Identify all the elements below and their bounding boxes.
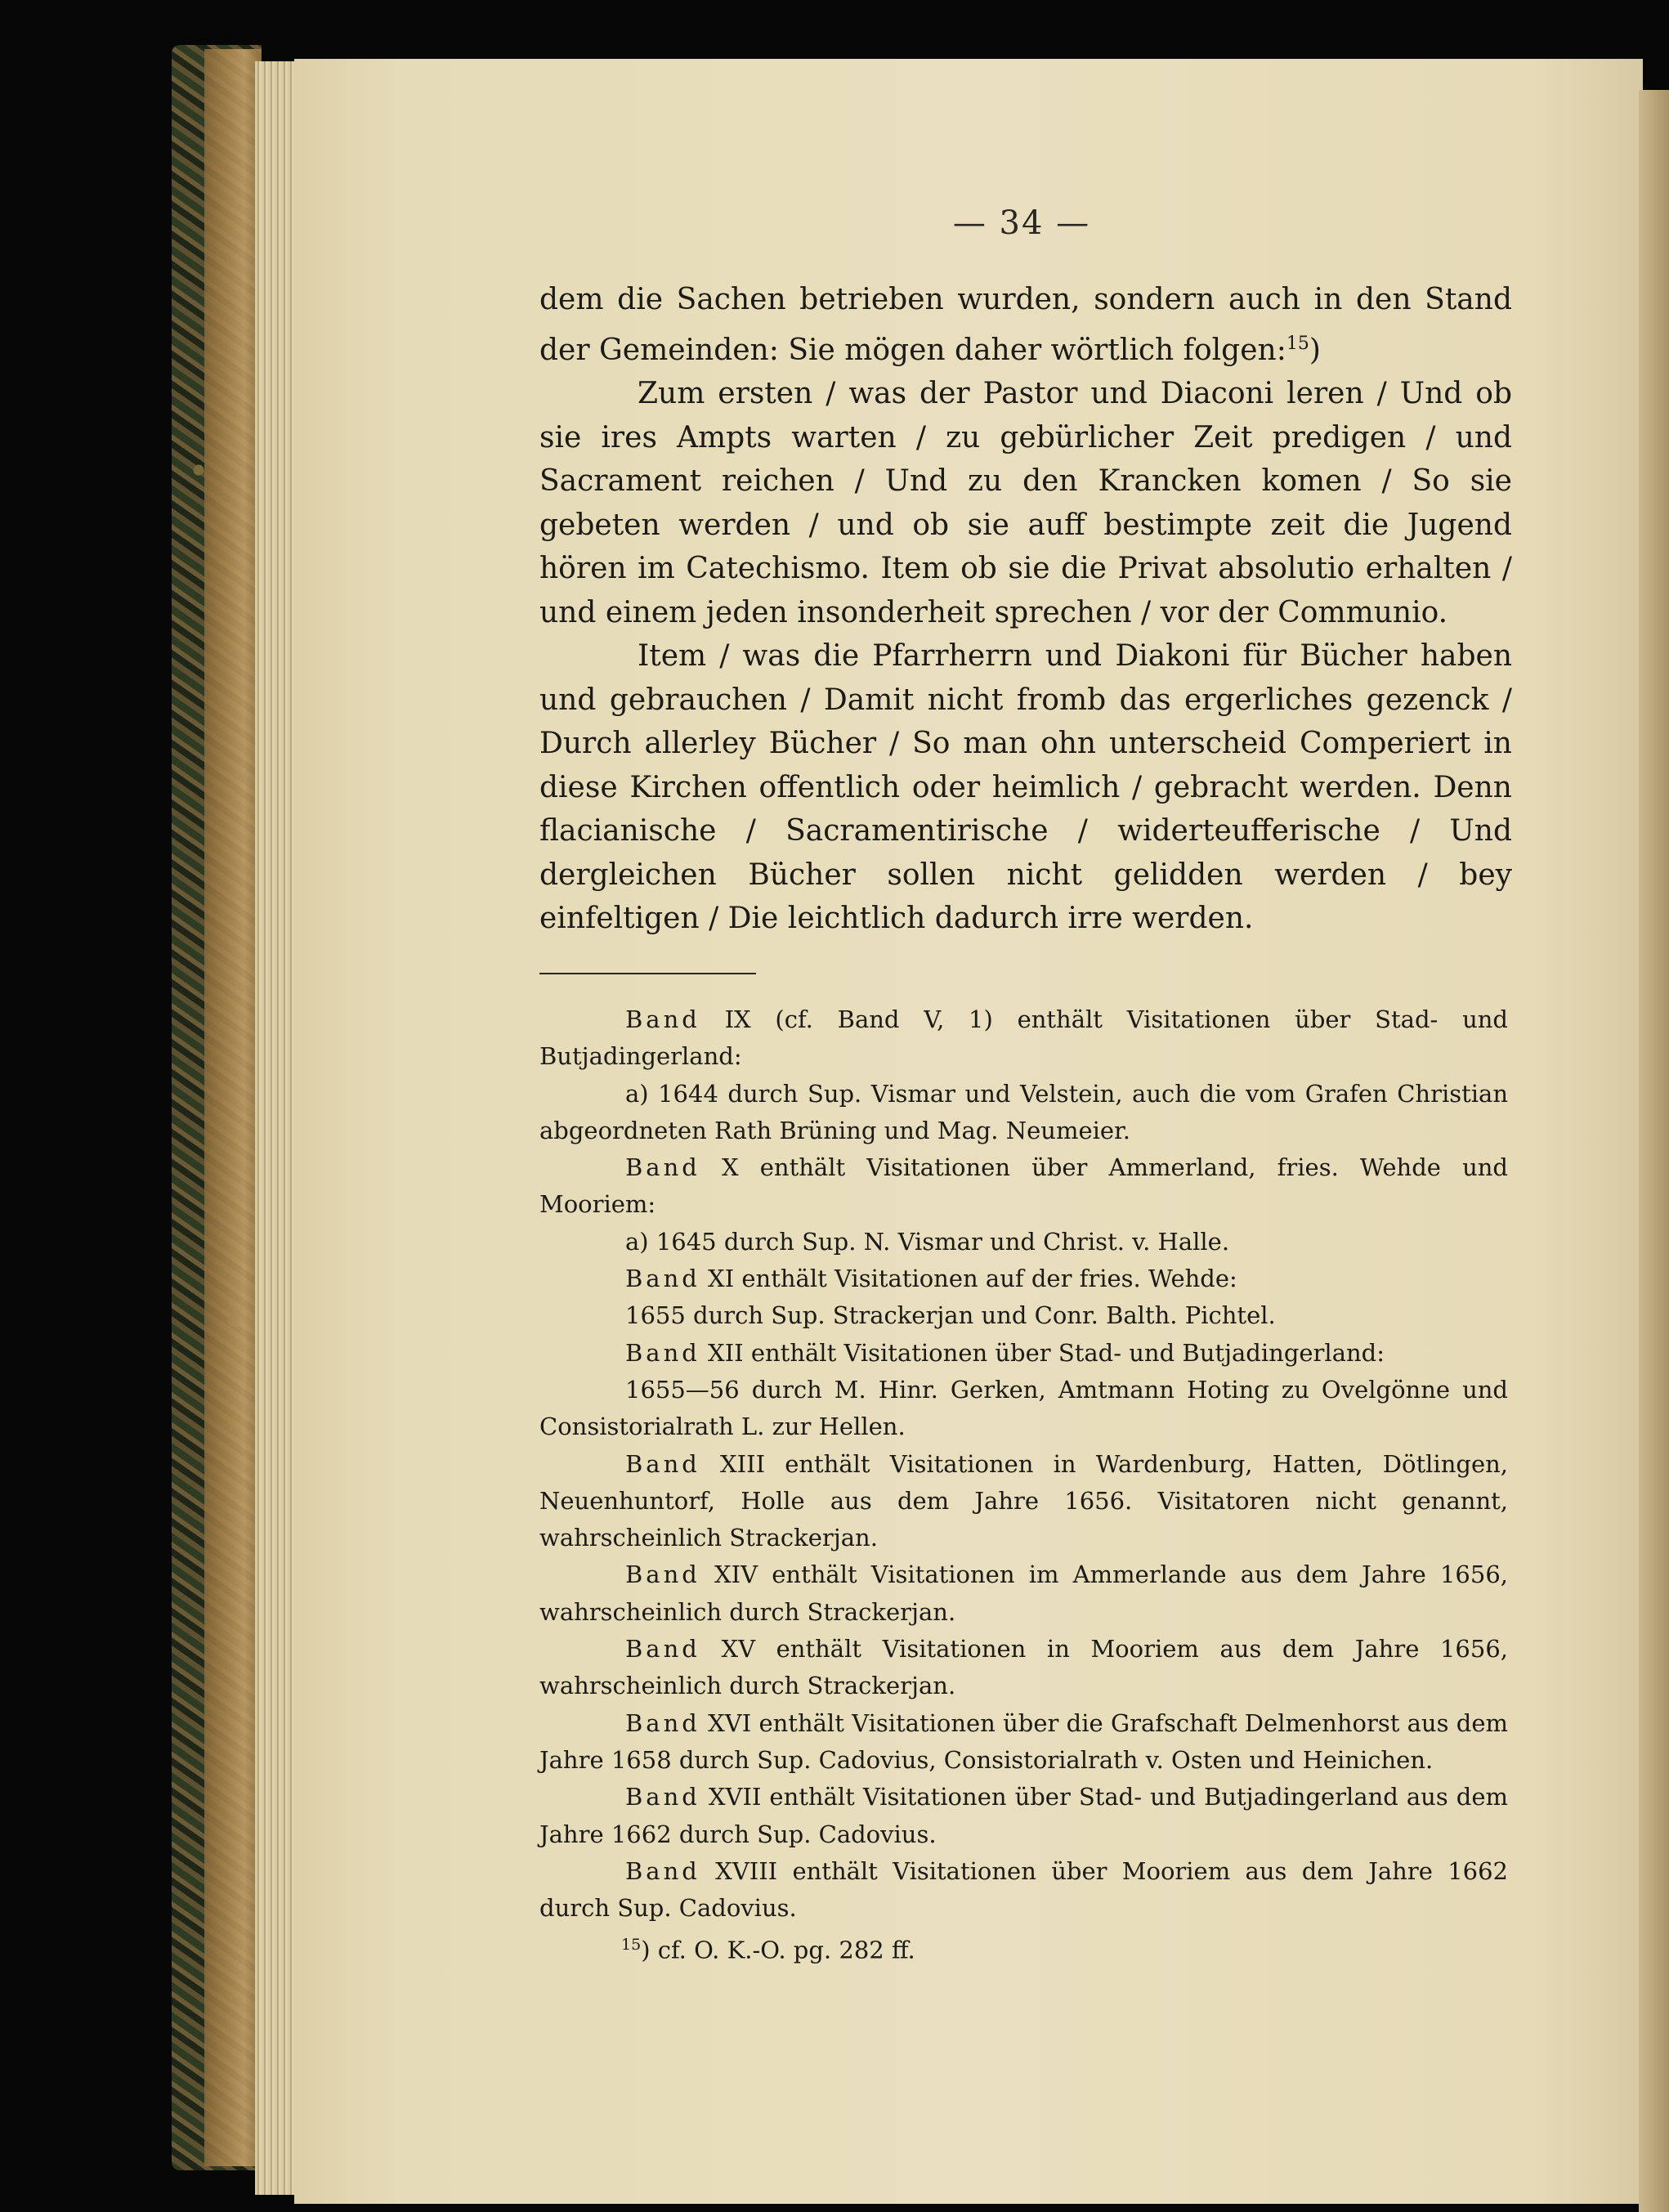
paragraph-1-text: dem die Sachen betrieben wurden, sondern auch in den Stand der Gemeinden: Sie mögen daher wörtlich folgen: bbox=[539, 283, 1512, 367]
note-text: XVII enthält Visitationen über Stad- und Butjadingerland aus dem Jahre 1662 durch Sup. Cadovius. bbox=[539, 1783, 1508, 1848]
paragraph-3: Item / was die Pfarrherrn und Diakoni für Bücher haben und gebrauchen / Damit nicht fromb das ergerliches gezenck / Durch allerley Bücher / So man ohn unterscheid Comperiert in diese Kirchen offentlich oder heimlich / gebracht werden. Denn flacianische / Sacramentirische / widerteufferische / Und dergleichen Bücher sollen nicht gelidden werden / bey einfeltigen / Die leichtlich dadurch irre werden. bbox=[539, 639, 1512, 935]
note-band-xii bbox=[539, 1335, 1508, 1372]
paragraph-1 bbox=[539, 278, 1512, 372]
band-label: Band bbox=[625, 1635, 700, 1663]
footnote-ref-close: ) bbox=[1309, 333, 1321, 367]
note-text: XII enthält Visitationen über Stad- und Butjadingerland: bbox=[700, 1338, 1385, 1367]
note-text: XIV enthält Visitationen im Ammerlande aus dem Jahre 1656, wahrscheinlich durch Strackerjan. bbox=[539, 1560, 1508, 1626]
note-item: a) 1645 durch Sup. N. Vismar und Christ. v. Halle. bbox=[625, 1227, 1230, 1256]
note-item: 1655 durch Sup. Strackerjan und Conr. Balth. Pichtel. bbox=[625, 1301, 1276, 1330]
footnote-ref: 15 bbox=[1286, 333, 1309, 354]
band-label: Band bbox=[625, 1449, 700, 1478]
band-label: Band bbox=[625, 1005, 700, 1033]
note-band-xviii bbox=[539, 1853, 1508, 1928]
band-label: Band bbox=[625, 1708, 700, 1737]
page-number: — 34 — bbox=[952, 204, 1091, 242]
note-band-xiii bbox=[539, 1446, 1508, 1557]
footnote-text: ) cf. O. K.-O. pg. 282 ff. bbox=[641, 1937, 915, 1965]
cover-leather-edge bbox=[204, 49, 262, 2166]
paragraph-2: Zum ersten / was der Pastor und Diaconi leren / Und ob sie ires Ampts warten / zu gebürlicher Zeit predigen / und Sacrament reichen / Und zu den Krancken komen / So sie gebeten werden / und ob sie auff bestimpte zeit die Jugend hören im Catechismo. Item ob sie die Privat absolutio erhalten / und einem jeden insonderheit sprechen / vor der Communio. bbox=[539, 377, 1512, 629]
band-label: Band bbox=[625, 1338, 700, 1367]
note-band-x bbox=[539, 1149, 1508, 1224]
band-label: Band bbox=[625, 1560, 700, 1589]
band-label: Band bbox=[625, 1153, 700, 1182]
note-text: XV enthält Visitationen in Mooriem aus dem Jahre 1656, wahrscheinlich durch Strackerjan. bbox=[539, 1635, 1508, 1700]
note-band-xiv bbox=[539, 1556, 1508, 1631]
note-item: a) 1644 durch Sup. Vismar und Velstein, auch die vom Grafen Christian abgeordneten Rath Brüning und Mag. Neumeier. bbox=[539, 1079, 1508, 1144]
band-label: Band bbox=[625, 1265, 700, 1293]
footnotes-block bbox=[539, 1001, 1508, 1969]
note-text: XVIII enthält Visitationen über Mooriem aus dem Jahre 1662 durch Sup. Cadovius. bbox=[539, 1856, 1508, 1923]
band-label: Band bbox=[625, 1856, 700, 1885]
band-label: Band bbox=[625, 1783, 700, 1811]
note-band-xv bbox=[539, 1631, 1508, 1705]
note-item: 1655—56 durch M. Hinr. Gerken, Amtmann Hoting zu Ovelgönne und Consistorialrath L. zur Hellen. bbox=[539, 1375, 1508, 1441]
note-text: XI enthält Visitationen auf der fries. Wehde: bbox=[700, 1265, 1237, 1293]
main-text-block bbox=[539, 278, 1512, 941]
note-text: XVI enthält Visitationen über die Grafschaft Delmenhorst aus dem Jahre 1658 durch Sup. Cadovius, Consistorialrath v. Osten und Heinichen. bbox=[539, 1708, 1508, 1774]
note-band-xvi bbox=[539, 1705, 1508, 1780]
note-text: XIII enthält Visitationen in Wardenburg, Hatten, Dötlingen, Neuenhuntorf, Holle aus dem Jahre 1656. Visitatoren nicht genannt, wahrscheinlich Strackerjan. bbox=[539, 1449, 1508, 1552]
footnote-15 bbox=[539, 1927, 1508, 1969]
note-band-xvii bbox=[539, 1779, 1508, 1853]
note-band-ix bbox=[539, 1001, 1508, 1076]
next-page-edge bbox=[1639, 90, 1669, 2212]
note-band-xi bbox=[539, 1260, 1508, 1297]
footnote-divider bbox=[539, 973, 756, 974]
note-text: IX (cf. Band V, 1) enthält Visitationen über Stad- und Butjadingerland: bbox=[539, 1005, 1508, 1071]
footnote-marker: 15 bbox=[621, 1936, 642, 1955]
note-text: X enthält Visitationen über Ammerland, fries. Wehde und Mooriem: bbox=[539, 1153, 1508, 1219]
